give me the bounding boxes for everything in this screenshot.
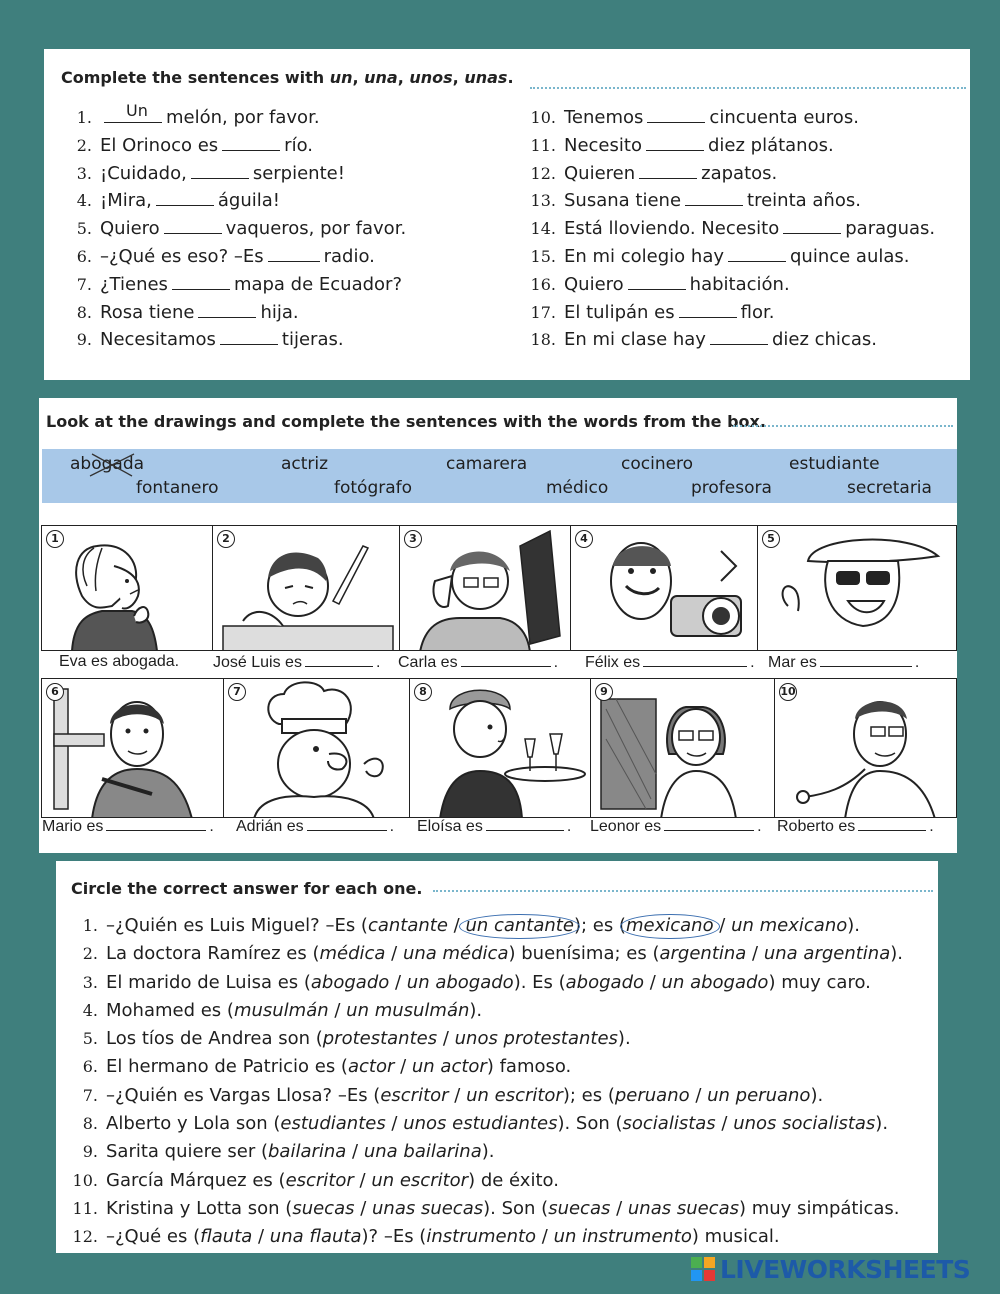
circle-item <box>72 969 903 997</box>
sentence-end: cincuenta euros. <box>709 107 859 128</box>
answer-option[interactable]: una médica <box>402 943 509 965</box>
item-number: 16. <box>530 274 556 294</box>
answer-option[interactable]: un musulmán <box>346 999 470 1021</box>
sentence-item <box>522 132 935 160</box>
logo-text: LIVEWORKSHEETS <box>720 1254 971 1284</box>
answer-option[interactable]: unos protestantes <box>454 1028 618 1050</box>
answer-blank[interactable] <box>156 192 214 206</box>
answer-option[interactable]: estudiantes <box>280 1113 386 1135</box>
logo-mark-icon <box>690 1256 716 1282</box>
sentence-text: ). <box>810 1084 824 1106</box>
sentence-text: ) buenísima; es ( <box>508 943 660 965</box>
sentence-text: / <box>448 1084 467 1106</box>
sentence-text: ) musical. <box>691 1226 780 1248</box>
answer-option[interactable]: un escritor <box>371 1169 469 1191</box>
sentence-text: / <box>713 915 732 936</box>
exercise-panel-articles <box>44 49 970 380</box>
sentence-end: quince aulas. <box>790 245 910 267</box>
sentence-text: / <box>689 1084 708 1106</box>
item-number: 3. <box>76 163 92 183</box>
answer-option[interactable]: un cantante <box>465 912 574 940</box>
sentence-text: ) de éxito. <box>468 1169 559 1191</box>
sentence-text: / <box>354 1197 372 1219</box>
item-number: 12. <box>72 1227 98 1247</box>
sentence-text: / <box>610 1197 628 1219</box>
item-number: 9. <box>76 330 92 350</box>
sentence-end: serpiente! <box>252 162 345 184</box>
sentence-item <box>522 215 935 243</box>
sentence-end: flor. <box>740 301 775 323</box>
sentence-text: Sarita quiere ser ( <box>106 1141 268 1163</box>
drawing-caption: Mario es . <box>42 818 214 835</box>
exercise-heading: Look at the drawings and complete the sentences with the words from the box. <box>46 412 766 431</box>
dotted-rule <box>530 87 966 89</box>
answer-blank[interactable] <box>647 109 705 123</box>
sentence-start: ¿Tienes <box>100 273 168 295</box>
sentence-text: / <box>252 1226 270 1248</box>
sentence-text: / <box>746 943 764 965</box>
answer-option[interactable]: médica <box>319 943 386 965</box>
item-number: 9. <box>82 1142 98 1162</box>
answer-blank[interactable] <box>104 101 162 123</box>
sentence-start: Necesito <box>564 134 642 156</box>
sentence-item <box>522 326 935 354</box>
circle-item <box>72 1110 903 1138</box>
sentence-start: Quiero <box>564 273 624 295</box>
secretary-illustration <box>400 526 571 651</box>
sentence-start: En mi colegio hay <box>564 245 724 267</box>
sentence-end: río. <box>284 134 313 156</box>
answer-option[interactable]: flauta <box>200 1226 253 1248</box>
word-box <box>42 449 957 503</box>
sentence-text: / <box>385 943 403 965</box>
answer-option[interactable]: actor <box>347 1056 395 1078</box>
item-number: 8. <box>76 302 92 322</box>
sentence-text: ). <box>890 943 903 965</box>
answer-option[interactable]: suecas <box>548 1197 611 1219</box>
sentence-end: mapa de Ecuador? <box>233 273 403 295</box>
sentence-end: águila! <box>217 190 281 212</box>
sentence-text: Alberto y Lola son ( <box>106 1113 281 1135</box>
drawing-number: 1 <box>46 530 64 548</box>
answer-option[interactable]: abogado <box>310 971 390 993</box>
sentence-start: Necesitamos <box>100 329 216 351</box>
drawing-panel <box>399 525 571 651</box>
sentence-start: El Orinoco es <box>100 134 219 156</box>
answer-blank[interactable] <box>783 220 841 234</box>
answer-option[interactable]: musulmán <box>233 999 329 1021</box>
plumber-illustration <box>42 679 224 818</box>
handwritten-answer: Un <box>126 101 148 120</box>
item-number: 10. <box>72 1170 98 1190</box>
sentence-text: ). <box>617 1028 631 1050</box>
sentence-item <box>58 132 406 160</box>
answer-option[interactable]: un peruano <box>707 1084 811 1106</box>
drawing-caption: Roberto es . <box>777 818 934 835</box>
sentence-text: –¿Quién es Vargas Llosa? –Es ( <box>106 1084 381 1106</box>
sentence-start: Quiero <box>100 218 160 240</box>
sentence-text: ); es ( <box>562 1084 615 1106</box>
answer-blank[interactable] <box>198 304 256 318</box>
answer-option[interactable]: mexicano <box>626 912 714 940</box>
item-number: 3. <box>82 972 98 992</box>
sentence-item <box>522 160 935 188</box>
answer-blank[interactable] <box>628 276 686 290</box>
item-number: 5. <box>76 219 92 239</box>
answer-blank[interactable] <box>222 137 280 151</box>
sentence-end: vaqueros, por favor. <box>225 218 407 240</box>
drawing-number: 8 <box>414 683 432 701</box>
sentence-text: / <box>353 1169 372 1191</box>
sentence-text: ). Es ( <box>513 971 566 993</box>
sentence-text: –¿Qué es ( <box>106 1226 201 1248</box>
sentence-end: melón, por favor. <box>166 107 320 128</box>
item-number: 7. <box>76 274 92 294</box>
item-number: 10. <box>530 108 556 127</box>
drawing-panel <box>774 678 957 818</box>
sentence-text: Los tíos de Andrea son ( <box>106 1028 323 1050</box>
sentence-text: ). <box>847 915 860 936</box>
sentence-text: / <box>389 971 407 993</box>
exercise-panel-circle <box>56 861 938 1253</box>
answer-option[interactable]: un abogado <box>406 971 514 993</box>
item-number: 11. <box>530 135 556 155</box>
answer-blank[interactable] <box>646 137 704 151</box>
student-boy-illustration <box>213 526 400 651</box>
circle-item <box>72 1082 903 1110</box>
drawing-number: 10 <box>779 683 797 701</box>
answer-option[interactable]: suecas <box>292 1197 355 1219</box>
item-number: 4. <box>82 1000 98 1020</box>
sentence-start: Tenemos <box>564 107 644 128</box>
sentence-text: ) muy caro. <box>768 971 871 993</box>
sentence-end: diez plátanos. <box>707 134 834 156</box>
drawing-caption: Leonor es . <box>590 818 762 835</box>
answer-option[interactable]: unas suecas <box>627 1197 739 1219</box>
answer-option[interactable]: una flauta <box>269 1226 362 1248</box>
answer-blank[interactable] <box>679 304 737 318</box>
circle-item <box>72 1223 903 1251</box>
sentence-end: diez chicas. <box>771 329 877 351</box>
doctor-illustration <box>775 679 957 818</box>
sentence-end: tijeras. <box>281 329 344 351</box>
waitress-illustration <box>410 679 591 818</box>
teacher-illustration <box>591 679 775 818</box>
sentence-text: ). Son ( <box>483 1197 549 1219</box>
drawing-number: 9 <box>595 683 613 701</box>
drawing-number: 5 <box>762 530 780 548</box>
sentence-list-right <box>522 104 935 354</box>
sentence-text: Mohamed es ( <box>106 999 234 1021</box>
sentence-item <box>522 271 935 299</box>
sentence-start: El tulipán es <box>564 301 675 323</box>
word-item: profesora <box>691 478 772 498</box>
drawing-caption: Carla es . <box>398 654 559 671</box>
answer-option[interactable]: protestantes <box>322 1028 438 1050</box>
answer-option[interactable]: una argentina <box>763 943 891 965</box>
sentence-text: El marido de Luisa es ( <box>106 971 311 993</box>
exercise-heading: Circle the correct answer for each one. <box>71 879 423 898</box>
sentence-end: paraguas. <box>845 218 936 240</box>
answer-option[interactable]: una bailarina <box>363 1141 482 1163</box>
circle-item <box>72 1053 903 1081</box>
sentence-end: habitación. <box>689 273 790 295</box>
drawing-number: 4 <box>575 530 593 548</box>
word-item: cocinero <box>621 454 694 474</box>
item-number: 1. <box>76 108 92 127</box>
drawing-number: 7 <box>228 683 246 701</box>
sentence-text: ). <box>481 1141 495 1163</box>
sentence-start: ¡Mira, <box>100 190 152 212</box>
cook-illustration <box>224 679 410 818</box>
sentence-text: ). <box>875 1113 889 1135</box>
sentence-start: Está lloviendo. Necesito <box>564 218 780 240</box>
sentence-start: Rosa tiene <box>100 301 195 323</box>
sentence-text: García Márquez es ( <box>106 1169 286 1191</box>
sentence-start: ¡Cuidado, <box>100 162 187 184</box>
sentence-text: El hermano de Patricio es ( <box>106 1056 348 1078</box>
answer-blank[interactable] <box>685 192 743 206</box>
word-item: fontanero <box>136 478 219 498</box>
answer-blank[interactable] <box>710 331 768 345</box>
exercise-panel-professions <box>39 398 957 853</box>
drawing-panel <box>223 678 410 818</box>
sentence-end: treinta años. <box>747 190 861 212</box>
item-number: 1. <box>82 916 98 935</box>
lawyer-woman-illustration <box>42 526 213 651</box>
dotted-rule <box>733 425 953 427</box>
drawing-number: 2 <box>217 530 235 548</box>
answer-option[interactable]: un instrumento <box>553 1226 692 1248</box>
answer-option[interactable]: bailarina <box>267 1141 347 1163</box>
drawing-caption: Mar es . <box>768 654 920 671</box>
answer-option[interactable]: un escritor <box>466 1084 563 1106</box>
sentence-start: –¿Qué es eso? –Es <box>100 245 264 267</box>
word-item: camarera <box>446 454 528 474</box>
sentence-text: / <box>328 999 347 1021</box>
drawing-number: 6 <box>46 683 64 701</box>
item-number: 6. <box>82 1057 98 1077</box>
circle-item <box>72 1138 903 1166</box>
word-item: abogada <box>70 454 144 474</box>
item-number: 4. <box>76 191 92 211</box>
drawing-caption: Félix es . <box>585 654 755 671</box>
word-item: actriz <box>281 454 329 474</box>
answer-option[interactable]: instrumento <box>426 1226 537 1248</box>
sentence-text: ) muy simpáticas. <box>739 1197 900 1219</box>
sentence-item <box>58 271 406 299</box>
circle-item <box>72 1167 903 1195</box>
answer-blank[interactable] <box>268 248 320 262</box>
sentence-end: radio. <box>323 245 375 267</box>
item-number: 6. <box>76 246 92 266</box>
drawing-caption: Eloísa es . <box>417 818 572 835</box>
drawing-panel <box>41 678 224 818</box>
sentence-item <box>522 243 935 271</box>
sentence-text: –¿Quién es Luis Miguel? –Es ( <box>106 915 368 936</box>
drawing-panel <box>570 525 758 651</box>
item-number: 2. <box>82 944 98 964</box>
answer-option[interactable]: escritor <box>285 1169 354 1191</box>
sentence-text: / <box>346 1141 364 1163</box>
sentence-start: Susana tiene <box>564 190 682 212</box>
answer-option[interactable]: un mexicano <box>731 915 848 936</box>
drawing-panel <box>409 678 591 818</box>
sentence-item <box>522 299 935 327</box>
word-item: fotógrafo <box>334 478 413 498</box>
sentence-end: zapatos. <box>701 162 778 184</box>
sentence-item <box>522 187 935 215</box>
sentence-text: ). <box>469 999 483 1021</box>
sentence-text: La doctora Ramírez es ( <box>106 943 320 965</box>
item-number: 17. <box>530 302 556 322</box>
item-number: 11. <box>72 1198 98 1218</box>
circle-item <box>72 1025 903 1053</box>
liveworksheets-logo <box>690 1252 970 1286</box>
item-number: 5. <box>82 1029 98 1049</box>
strike-through-mark <box>88 452 136 478</box>
sentence-text: ); es ( <box>573 915 626 936</box>
answer-blank[interactable] <box>728 248 786 262</box>
item-number: 13. <box>530 191 556 211</box>
sentence-text: ) famoso. <box>486 1056 572 1078</box>
drawing-caption: Eva es abogada. <box>59 653 180 670</box>
drawing-panel <box>41 525 213 651</box>
drawing-panel <box>590 678 775 818</box>
sentence-text: / <box>394 1056 412 1078</box>
sentence-text: / <box>644 971 662 993</box>
item-number: 12. <box>530 163 556 183</box>
sentence-text: Kristina y Lotta son ( <box>106 1197 293 1219</box>
answer-option[interactable]: socialistas <box>622 1113 716 1135</box>
dotted-rule <box>433 890 933 892</box>
sentence-text: / <box>437 1028 455 1050</box>
sentence-text: / <box>715 1113 734 1135</box>
answer-option[interactable]: un actor <box>411 1056 487 1078</box>
answer-option[interactable]: unas suecas <box>372 1197 484 1219</box>
drawing-panel <box>212 525 400 651</box>
answer-option[interactable]: peruano <box>614 1084 690 1106</box>
drawing-panel <box>757 525 957 651</box>
answer-blank[interactable] <box>164 220 222 234</box>
answer-option[interactable]: cantante <box>367 915 448 936</box>
answer-option[interactable]: escritor <box>380 1084 449 1106</box>
sentence-item <box>58 299 406 327</box>
drawing-caption: José Luis es . <box>213 654 381 671</box>
answer-option[interactable]: abogado <box>565 971 645 993</box>
sentence-item <box>522 104 935 132</box>
sentence-text: ). Son ( <box>557 1113 623 1135</box>
sentence-end: hija. <box>260 301 299 323</box>
sentence-list-left <box>58 101 407 354</box>
item-number: 15. <box>530 246 556 266</box>
exercise-heading: Complete the sentences with un, una, unos, unas. <box>61 68 514 87</box>
sentence-item <box>58 243 406 271</box>
word-item: estudiante <box>789 454 880 474</box>
circle-item <box>72 940 903 968</box>
sentence-text: / <box>385 1113 404 1135</box>
item-number: 14. <box>530 219 556 239</box>
sentence-item <box>58 187 406 215</box>
circle-item <box>72 997 903 1025</box>
circle-answer-list <box>72 912 903 1252</box>
item-number: 18. <box>530 330 556 350</box>
sentence-item <box>58 160 406 188</box>
sentence-item <box>58 101 406 132</box>
sentence-start: En mi clase hay <box>564 329 706 351</box>
word-item: secretaria <box>847 478 932 498</box>
item-number: 8. <box>82 1114 98 1134</box>
answer-option[interactable]: un abogado <box>661 971 769 993</box>
sentence-item <box>58 326 406 354</box>
actress-illustration <box>758 526 957 651</box>
answer-blank[interactable] <box>220 331 278 345</box>
sentence-item <box>58 215 406 243</box>
sentence-text: / <box>536 1226 554 1248</box>
word-item: médico <box>546 478 609 498</box>
answer-option[interactable]: unos estudiantes <box>403 1113 558 1135</box>
answer-blank[interactable] <box>191 165 249 179</box>
drawing-caption: Adrián es . <box>236 818 395 835</box>
drawing-number: 3 <box>404 530 422 548</box>
sentence-text: )? –Es ( <box>361 1226 427 1248</box>
sentence-start: Quieren <box>564 162 636 184</box>
circle-item <box>72 1195 903 1223</box>
item-number: 2. <box>76 135 92 155</box>
photographer-illustration <box>571 526 758 651</box>
answer-option[interactable]: argentina <box>659 943 747 965</box>
answer-blank[interactable] <box>639 165 697 179</box>
answer-blank[interactable] <box>172 276 230 290</box>
circle-item <box>72 912 903 940</box>
item-number: 7. <box>82 1085 98 1105</box>
answer-option[interactable]: unos socialistas <box>733 1113 876 1135</box>
sentence-text: / <box>447 915 466 936</box>
